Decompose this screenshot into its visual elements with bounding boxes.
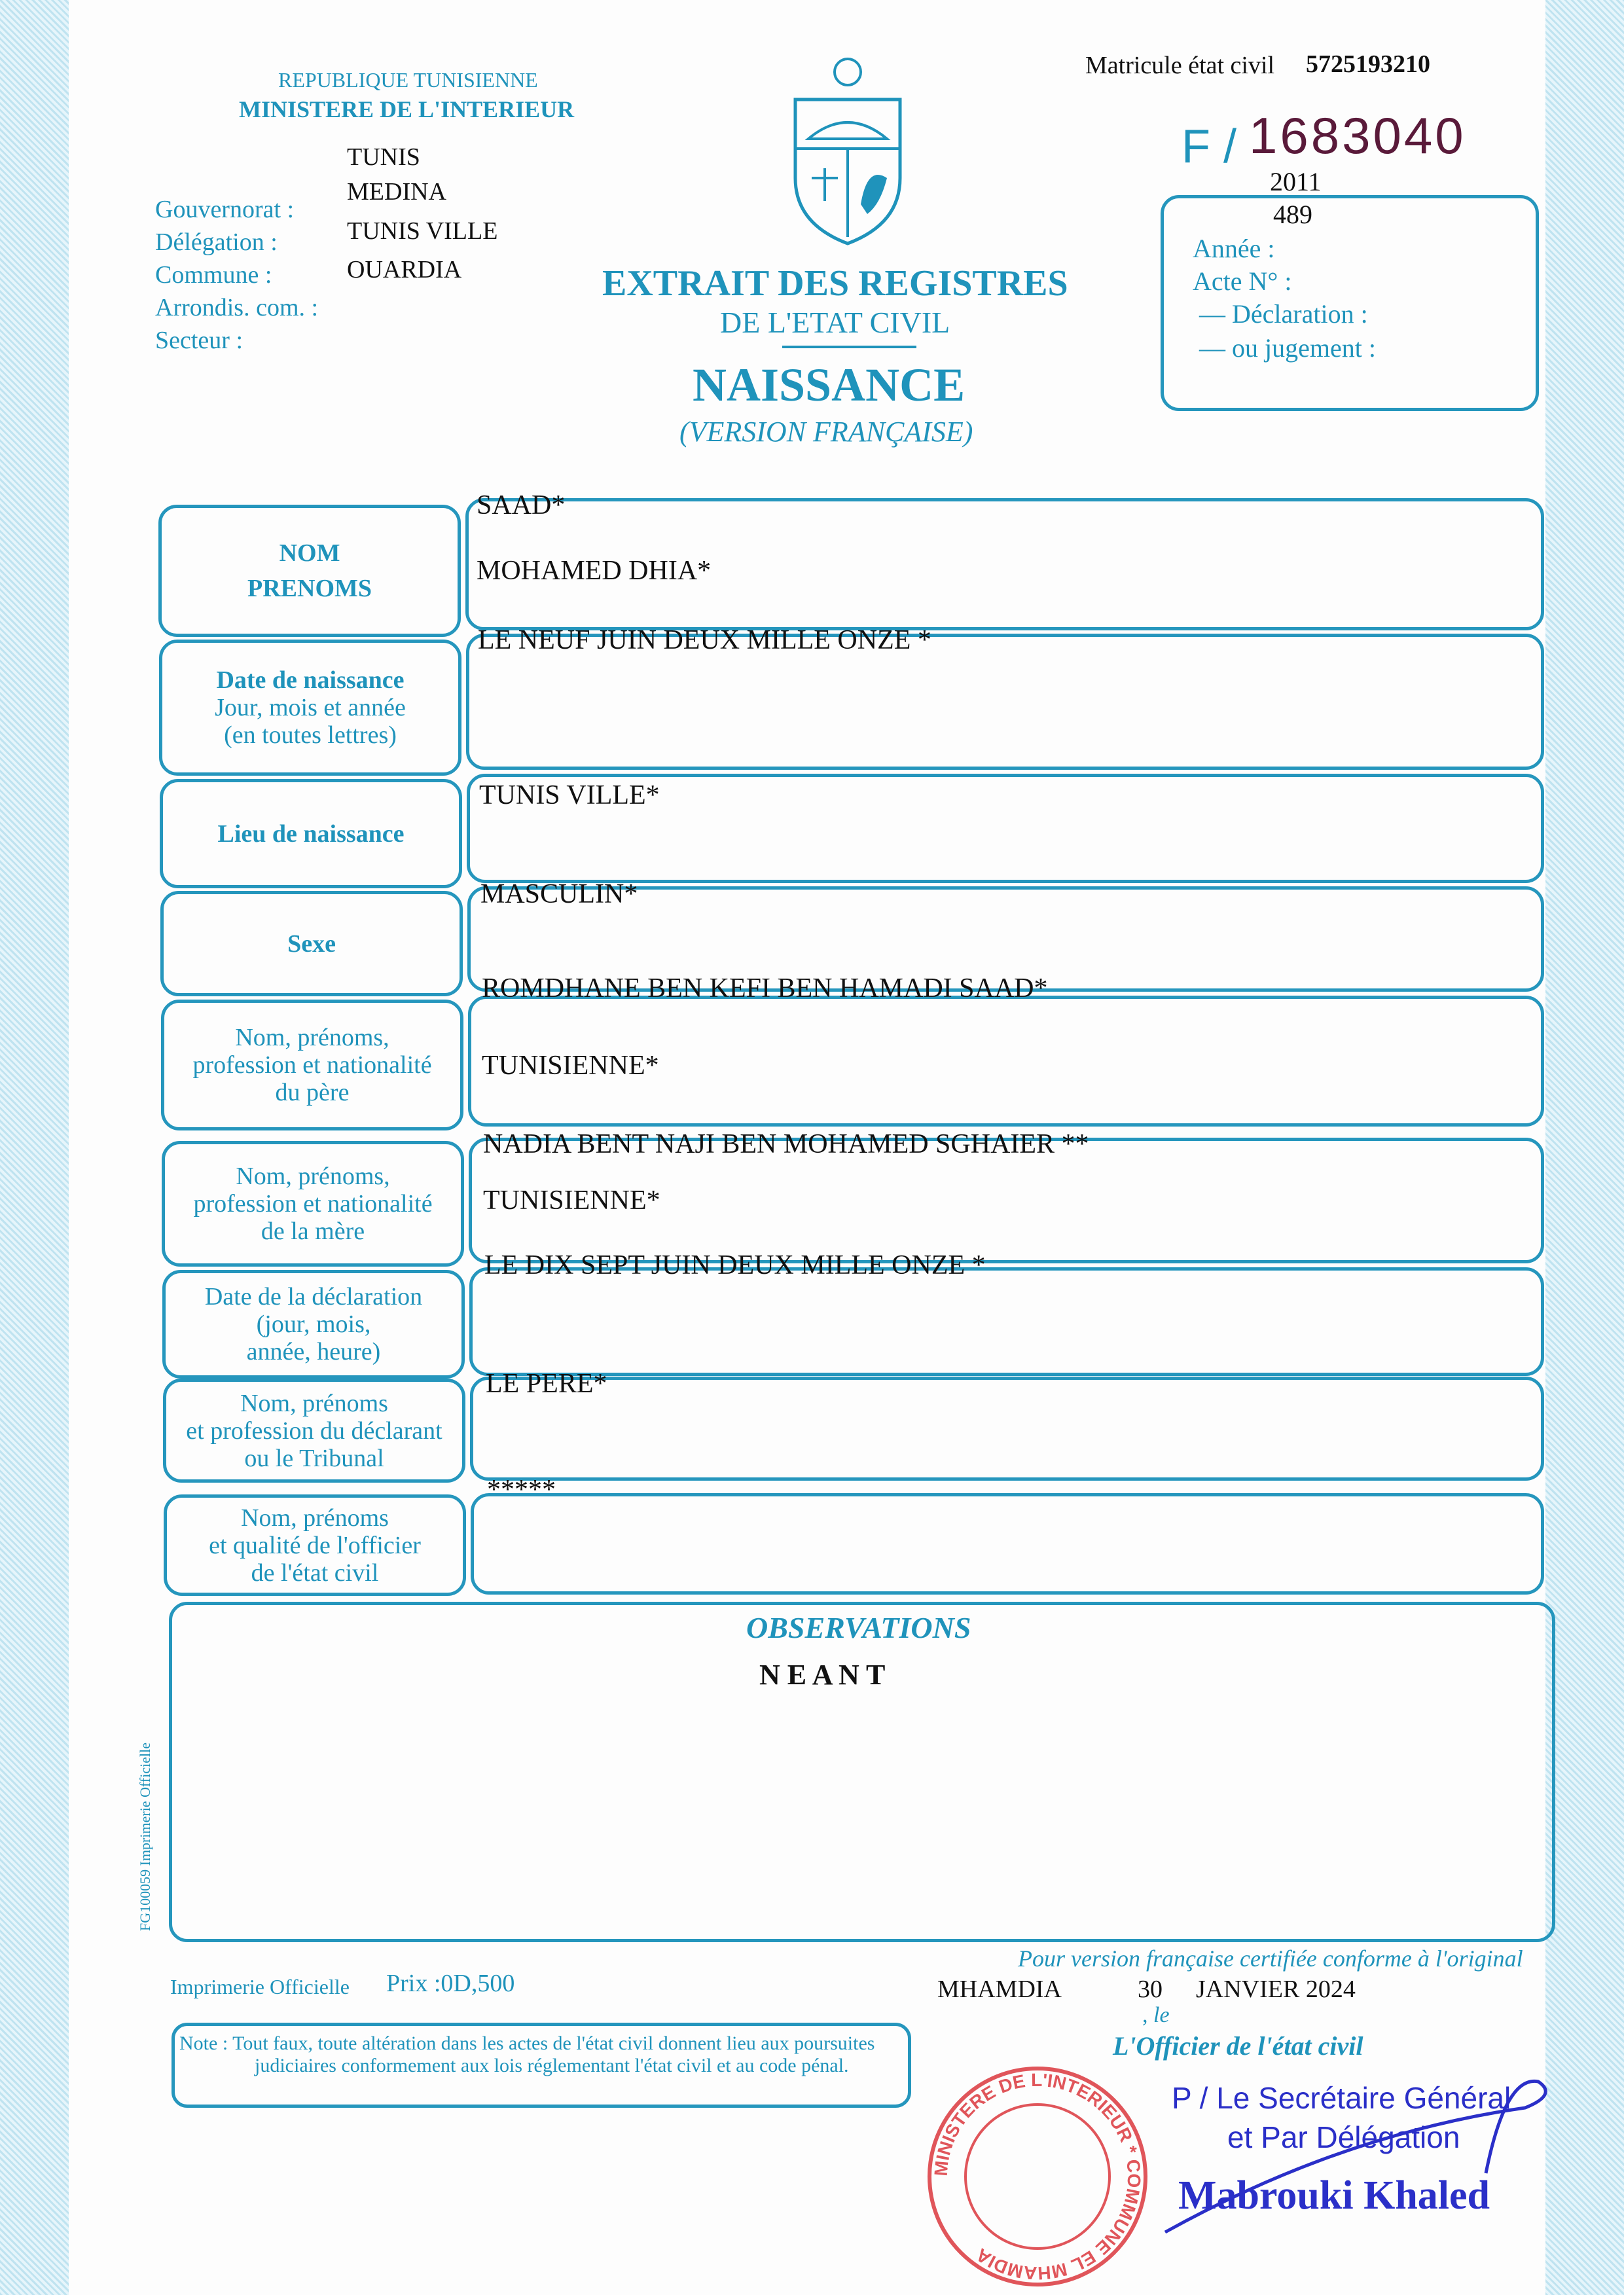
delegation-label: Délégation : — [155, 228, 278, 256]
title-line1: EXTRAIT DES REGISTRES — [602, 263, 1068, 304]
acte-label: Acte N° : — [1193, 266, 1292, 296]
matricule-label: Matricule état civil — [1085, 52, 1275, 79]
jugement-label: — ou jugement : — [1199, 333, 1376, 363]
row-label — [159, 640, 461, 776]
title-divider — [782, 346, 916, 348]
row-label-line: ou le Tribunal — [244, 1444, 384, 1472]
row-label-line: Sexe — [287, 930, 336, 958]
arrondissement-label: Arrondis. com. : — [155, 294, 319, 321]
observations-box — [169, 1602, 1555, 1942]
date-value: JANVIER 2024 — [1196, 1976, 1356, 2003]
row-value-box — [469, 1267, 1544, 1376]
title-line2: DE L'ETAT CIVIL — [720, 306, 950, 339]
le-label: , le — [1142, 2003, 1170, 2027]
gouvernorat-value: TUNIS — [347, 143, 420, 171]
row-value: LE NEUF JUIN DEUX MILLE ONZE * — [478, 625, 931, 655]
row-value: MASCULIN* — [480, 879, 638, 909]
row-label-line: Lieu de naissance — [217, 820, 405, 848]
row-label-line: Nom, prénoms — [241, 1504, 389, 1532]
title-version: (VERSION FRANÇAISE) — [679, 416, 973, 448]
row-label-line: de l'état civil — [251, 1559, 379, 1587]
row-label — [160, 891, 463, 996]
republic-label: REPUBLIQUE TUNISIENNE — [278, 68, 538, 92]
row-value: LE DIX SEPT JUIN DEUX MILLE ONZE * — [484, 1250, 986, 1280]
annee-label: Année : — [1193, 234, 1275, 263]
row-value: SAAD* — [477, 490, 566, 520]
row-label — [163, 1379, 465, 1483]
row-label-line: (jour, mois, — [256, 1310, 371, 1338]
serial-prefix: F / — [1182, 120, 1236, 173]
row-value: TUNISIENNE* — [483, 1185, 660, 1216]
row-label-line: et qualité de l'officier — [209, 1531, 421, 1559]
ministry-label: MINISTERE DE L'INTERIEUR — [239, 96, 575, 122]
commune-label: Commune : — [155, 261, 272, 289]
row-label — [164, 1494, 466, 1596]
secteur-label: Secteur : — [155, 327, 244, 354]
printer-label: Imprimerie Officielle — [170, 1975, 350, 1998]
row-value-box — [470, 1377, 1544, 1481]
row-label-line: de la mère — [261, 1218, 365, 1245]
row-label-line: profession et nationalité — [192, 1051, 432, 1079]
place-value: MHAMDIA — [937, 1976, 1062, 2003]
row-label — [158, 505, 461, 637]
observations-value: N E A N T — [759, 1659, 886, 1691]
row-label-line: année, heure) — [246, 1338, 381, 1365]
matricule-value: 5725193210 — [1306, 50, 1430, 78]
row-label-line: Nom, prénoms — [240, 1389, 388, 1417]
svg-text:MINISTERE DE L'INTERIEUR * COM — [931, 2070, 1145, 2283]
serial-number: 1683040 — [1249, 107, 1466, 164]
row-value: MOHAMED DHIA* — [477, 556, 712, 586]
row-value-box — [471, 1493, 1544, 1595]
row-value: TUNIS VILLE* — [479, 780, 660, 810]
gouvernorat-label: Gouvernorat : — [155, 196, 295, 223]
row-label-line: (en toutes lettres) — [224, 721, 397, 749]
title-naissance: NAISSANCE — [693, 359, 965, 411]
signature-line2: et Par Délégation — [1227, 2120, 1460, 2154]
row-label — [160, 779, 462, 888]
official-stamp — [920, 2059, 1155, 2294]
side-print-code: FG100059 Imprimerie Officielle — [137, 1743, 153, 1931]
row-label-line: du père — [275, 1079, 350, 1106]
row-label-line: Date de naissance — [216, 666, 405, 694]
row-label-line: et profession du déclarant — [186, 1417, 442, 1445]
note-text: Note : Tout faux, toute altération dans les actes de l'état civil donnent lieu aux poursuites judiciaires conformement aux lois réglementant l'état civil et au code pénal. — [179, 2033, 875, 2076]
row-label-line: profession et nationalité — [193, 1190, 433, 1218]
row-value: NADIA BENT NAJI BEN MOHAMED SGHAIER ** — [483, 1129, 1089, 1159]
stamp-text: MINISTERE DE L'INTERIEUR * COMMUNE EL MHAMDIA — [930, 2069, 1145, 2284]
row-label-line: NOM — [279, 539, 340, 567]
row-value: TUNISIENNE* — [482, 1051, 659, 1081]
row-label-line: Nom, prénoms, — [235, 1024, 389, 1051]
row-value: ROMDHANE BEN KEFI BEN HAMADI SAAD* — [482, 973, 1048, 1003]
row-value: ***** — [487, 1475, 556, 1505]
row-label-line: Nom, prénoms, — [236, 1163, 390, 1190]
left-guilloche-border — [0, 0, 69, 2295]
delegation-value: MEDINA — [347, 178, 446, 206]
signature-line1: P / Le Secrétaire Général — [1172, 2081, 1511, 2115]
price-label: Prix :0D,500 — [386, 1970, 515, 1997]
certified-label: Pour version française certifiée conforme à l'original — [1018, 1945, 1523, 1972]
right-guilloche-border — [1545, 0, 1624, 2295]
observations-label: OBSERVATIONS — [746, 1611, 971, 1644]
arrondissement-value: OUARDIA — [347, 256, 462, 283]
row-value: LE PERE* — [486, 1369, 607, 1399]
row-label-line: Date de la déclaration — [204, 1283, 423, 1310]
declaration-label: — Déclaration : — [1199, 299, 1368, 329]
row-label — [162, 1270, 465, 1379]
commune-value: TUNIS VILLE — [347, 217, 498, 245]
acte-value: 489 — [1273, 200, 1312, 229]
row-label-line: PRENOMS — [247, 575, 372, 602]
day-value: 30 — [1138, 1976, 1163, 2003]
row-label-line: Jour, mois et année — [215, 694, 406, 721]
row-label — [162, 1141, 464, 1267]
annee-value: 2011 — [1270, 167, 1322, 196]
row-label — [161, 1000, 463, 1130]
coat-of-arms-emblem — [782, 54, 913, 250]
signature-name: Mabrouki Khaled — [1178, 2173, 1490, 2218]
officer-label: L'Officier de l'état civil — [1113, 2031, 1363, 2061]
